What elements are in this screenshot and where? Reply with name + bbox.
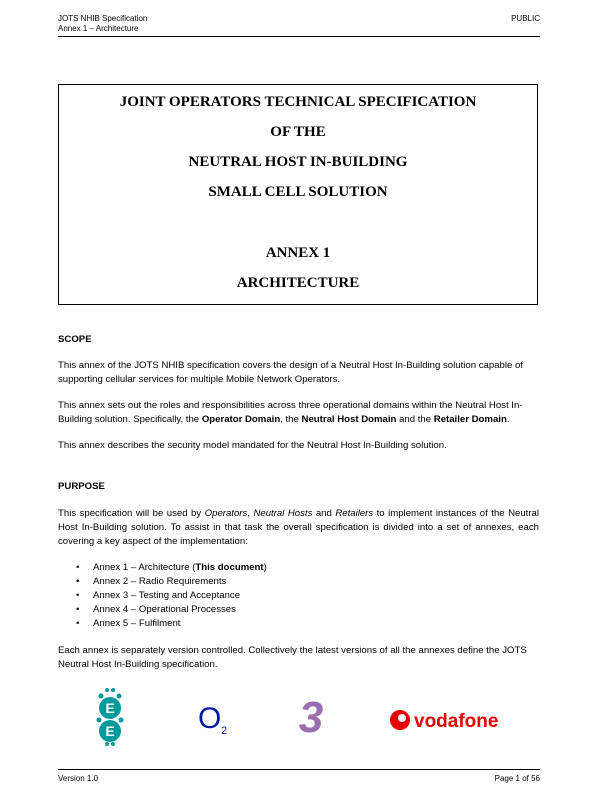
operator-domain-term: Operator Domain xyxy=(201,414,281,425)
page-footer xyxy=(58,769,540,783)
annex-item-text: Annex 4 – Operational Processes xyxy=(93,604,236,615)
scope-paragraph-2 xyxy=(58,399,539,427)
text-run: This specification will be used by xyxy=(58,508,205,519)
retailers-term: Retailers xyxy=(335,508,374,519)
retailer-domain-term: Retailer Domain xyxy=(433,414,507,425)
operators-term: Operators xyxy=(204,508,248,519)
annex-list xyxy=(76,561,267,631)
ee-letter-2: E xyxy=(105,723,115,739)
text-run: and xyxy=(312,508,336,519)
header-left xyxy=(58,14,147,34)
neutral-hosts-term: Neutral Hosts xyxy=(253,508,313,519)
annex-item-text: Annex 1 – Architecture ( xyxy=(93,562,196,573)
title-box xyxy=(58,84,538,305)
list-item xyxy=(76,617,267,631)
o2-logo xyxy=(198,702,227,737)
title-line-3: NEUTRAL HOST IN-BUILDING xyxy=(188,154,408,170)
text-run: to implement instances of the Neutral Host In-Building solution. To assist in that task the overall specification is divided into a set of annexes, each covering a key aspect of the implementation: xyxy=(58,508,540,547)
ee-logo xyxy=(97,688,124,746)
header-annex-title: Annex 1 – Architecture xyxy=(58,24,139,33)
list-item xyxy=(76,561,267,575)
scope-paragraph-3: This annex describes the security model mandated for the Neutral Host In-Building solution. xyxy=(58,440,447,451)
o2-letter: O xyxy=(198,702,222,735)
page-header xyxy=(58,14,540,37)
operator-logos xyxy=(58,684,538,746)
annex-item-text: Annex 5 – Fulfilment xyxy=(93,618,181,629)
annex-item-text: Annex 2 – Radio Requirements xyxy=(93,576,227,587)
text-run: . xyxy=(506,414,510,425)
title-line-2: OF THE xyxy=(270,124,326,140)
neutral-host-domain-term: Neutral Host Domain xyxy=(301,414,397,425)
purpose-paragraph-2: Each annex is separately version controlled. Collectively the latest versions of all the annexes define the JOTS Neutral Host In-Building specification. xyxy=(58,645,527,670)
text-run: This annex sets out the roles and responsibilities across three operational domains within the Neutral Host In-Building solution. Specifically, the xyxy=(58,400,523,425)
text-run: , xyxy=(247,508,254,519)
version-label: Version 1.0 xyxy=(58,774,99,783)
title-line-1: JOINT OPERATORS TECHNICAL SPECIFICATION xyxy=(119,94,477,110)
three-logo xyxy=(299,693,323,742)
text-run: , the xyxy=(280,414,302,425)
list-item xyxy=(76,575,267,589)
ee-letter-1: E xyxy=(105,700,115,716)
title-line-4: SMALL CELL SOLUTION xyxy=(208,184,388,200)
text-run: and the xyxy=(396,414,434,425)
list-item xyxy=(76,589,267,603)
o2-subscript: 2 xyxy=(221,725,228,737)
three-numeral: 3 xyxy=(298,693,324,742)
this-document-label: This document xyxy=(195,562,264,573)
vodafone-wordmark: vodafone xyxy=(414,711,499,732)
header-doc-title: JOTS NHIB Specification xyxy=(58,14,148,23)
purpose-heading: PURPOSE xyxy=(58,481,105,492)
logos-svg xyxy=(58,684,538,746)
annex-item-text: ) xyxy=(263,562,267,573)
header-classification: PUBLIC xyxy=(511,14,540,23)
vodafone-logo xyxy=(390,710,498,732)
annex-number: ANNEX 1 xyxy=(265,245,331,261)
scope-paragraph-1: This annex of the JOTS NHIB specification covers the design of a Neutral Host In-Building solution capable of supporting cellular services for multiple Mobile Network Operators. xyxy=(58,360,524,385)
page-number: Page 1 of 56 xyxy=(494,774,540,783)
annex-title: ARCHITECTURE xyxy=(236,275,360,291)
list-item xyxy=(76,603,267,617)
scope-heading: SCOPE xyxy=(58,334,92,345)
purpose-paragraph-1 xyxy=(58,507,539,549)
annex-item-text: Annex 3 – Testing and Acceptance xyxy=(93,590,241,601)
